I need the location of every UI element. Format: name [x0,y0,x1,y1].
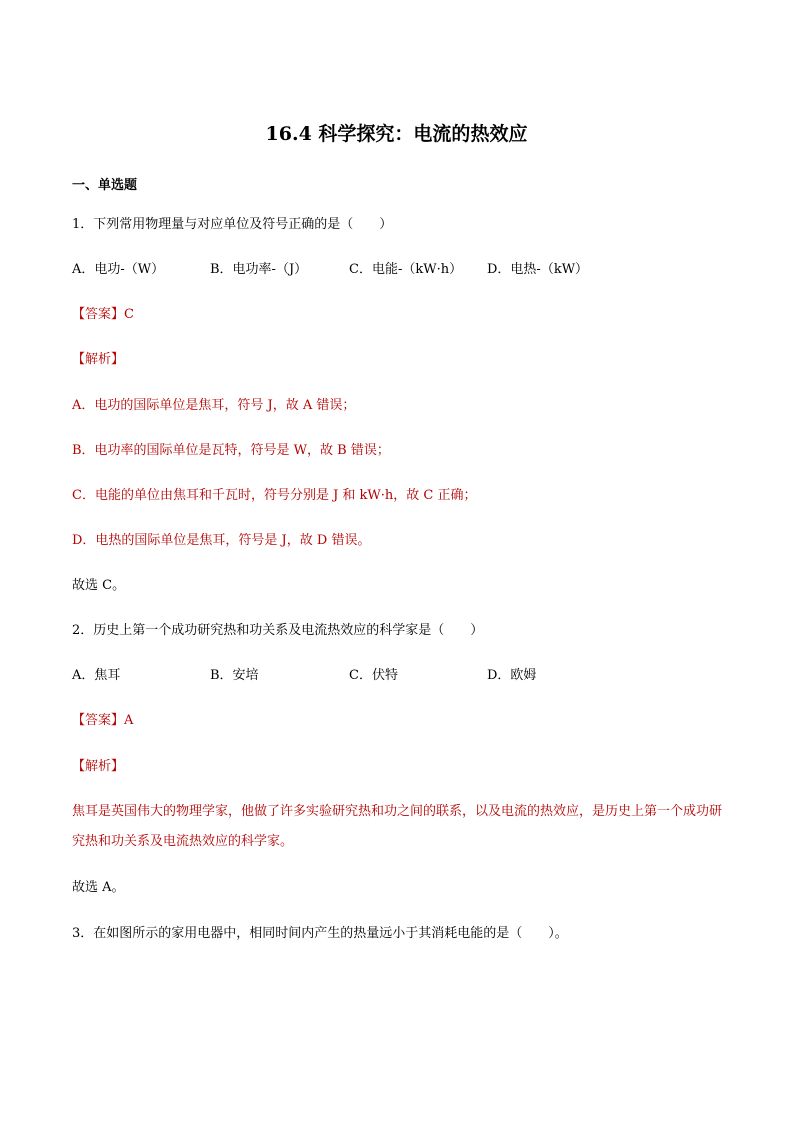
question-2-analysis-label: 【解析】 [72,759,125,774]
question-1-analysis-line: B．电功率的国际单位是瓦特，符号是 W，故 B 错误； [72,443,390,458]
document-title: 16.4 科学探究：电流的热效应 [265,123,528,145]
question-2-option-b: B．安培 [210,668,259,683]
question-2-analysis-text: 焦耳是英国伟大的物理学家，他做了许多实验研究热和功之间的联系，以及电流的热效应，是历史上第一个成功研究热和功关系及电流热效应的科学家。 [72,804,723,849]
question-1-conclusion: 故选 C。 [72,578,126,593]
question-1-analysis-label: 【解析】 [72,352,125,367]
question-2-option-d: D．欧姆 [487,668,537,683]
question-2-option-a: A．焦耳 [72,668,121,683]
question-2-conclusion: 故选 A。 [72,880,125,895]
question-2-stem: 2．历史上第一个成功研究热和功关系及电流热效应的科学家是（ ） [72,623,484,638]
question-1-analysis-line: D．电热的国际单位是焦耳，符号是 J，故 D 错误。 [72,533,371,548]
question-1-option-c: C．电能-（kW·h） [349,262,463,277]
question-1-analysis-line: C．电能的单位由焦耳和千瓦时，符号分别是 J 和 kW·h，故 C 正确； [72,488,477,503]
question-1-stem: 1．下列常用物理量与对应单位及符号正确的是（ ） [72,217,393,232]
section-heading: 一、单选题 [72,178,138,193]
question-1-option-a: A．电功-（W） [72,262,165,277]
question-1-answer: 【答案】C [72,307,134,322]
question-3-stem: 3．在如图所示的家用电器中，相同时间内产生的热量远小于其消耗电能的是（ ）。 [72,926,568,941]
question-1-option-d: D．电热-（kW） [487,262,589,277]
question-1-analysis-line: A．电功的国际单位是焦耳，符号 J，故 A 错误； [72,398,356,413]
question-1-option-b: B．电功率-（J） [210,262,308,277]
question-2-option-c: C．伏特 [349,668,398,683]
question-2-answer: 【答案】A [72,713,134,728]
